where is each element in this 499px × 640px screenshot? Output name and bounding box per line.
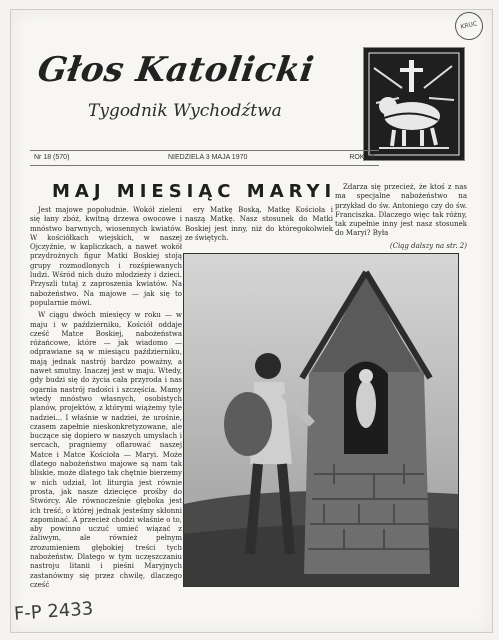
continued-note: (Ciąg dalszy na str. 2) (389, 241, 467, 250)
article-paragraph: Jest majowe popołudnie. Wokół zieleni się łany zbóż, kwitną drzewa owocowe i mnóstwo barwnych, wiosennych kwiatów. W kościółkach wiejskich, w naszej Ojczyźnie, w kapliczkach, a nawet wokół przydrożnych figur Matki Boskiej stoją grupy rozmodlonych i rozśpiewanych ludzi. Wśród nich dużo młodzieży i dzieci. Przyszli tutaj z zaproszenia kwiatów. Na nabożeństwo. Na majowe — jak się to popularnie mówi. (30, 206, 182, 307)
issue-year: ROK XII (349, 154, 375, 161)
issue-number: Nr 18 (570) (34, 154, 70, 161)
issue-date: NIEDZIELA 3 MAJA 1970 (168, 154, 248, 161)
article-headline: MAJ MIESIĄC MARYI (52, 181, 337, 202)
article-column-2 (185, 206, 333, 242)
article-column-3 (335, 183, 467, 249)
article-paragraph: W ciągu dwóch miesięcy w roku — w maju i w październiku, Kościół oddaje cześć Matce Boskiej, nabożeństwa różańcowe, które — jak wiadomo — odprawiane są w miesiącu październiku, mają jednak nastrój bardzo poważny, a nawet smutny. Inaczej jest w maju. Wtedy, gdy budzi się do życia cała przyroda i nas ogarnia nastrój radości i szczęścia. Mamy wtedy mnóstwo własnych, osobistych planów, projektów, z którymi wiążemy tyle nadziei... I właśnie w nadziei, że urośnie, czasem zapełnie nieskonkretyzowane, ale buczące się dopiero w naszych umysłach i sercach, pragniemy oflarować naszej Matce i Matce Kościoła — Maryi. Może dlatego nabożeństwo majowe są nam tak bliskie, może dlatego tak chętnie bierzemy w nich udział, lot liturgia jest równie prosta, jak nasze dziecięce prośby do Stwórcy. Ale równocześnie głęboka jest ich treść, o której jednak jesteśmy skłonni zapominać. A przecież chodzi właśnie o to, aby powinno uczuć umieć wiązać z żaliwym, ale również pełnym zrozumieniem głębokiej treści tych nabożeństw. Dlatego w tym uczęszczaniu nastroju litanii i pieśni Maryjnych zastanówmy się przez chwilę, dlaczego cześć (30, 311, 182, 589)
article-paragraph: ery Matkę Boską, Matkę Kościoła i naszą Matkę. Nasz stosunek do Matki Boskiej jest inny, niż do któregokolwiek ze świętych. (185, 206, 333, 242)
article-column-1 (30, 206, 182, 616)
issue-info-bar (30, 150, 379, 166)
woodcut-lamb-illustration (363, 47, 465, 161)
archive-signature: F-P 2433 (13, 598, 94, 625)
shrine-photograph (183, 253, 459, 587)
archive-stamp: KRUC (452, 9, 485, 42)
masthead-title: Głos Katolicki (35, 50, 317, 90)
masthead-subtitle: Tygodnik Wychodźtwa (88, 101, 282, 121)
article-paragraph: Zdarza się przecież, że ktoś z nas ma specjalne nabożeństwo na przykład do św. Antoniego czy do św. Franciszka. Dlaczego więc tak różny, tak zupełnie inny jest nasz stosunek do Maryi? Była (335, 183, 467, 238)
